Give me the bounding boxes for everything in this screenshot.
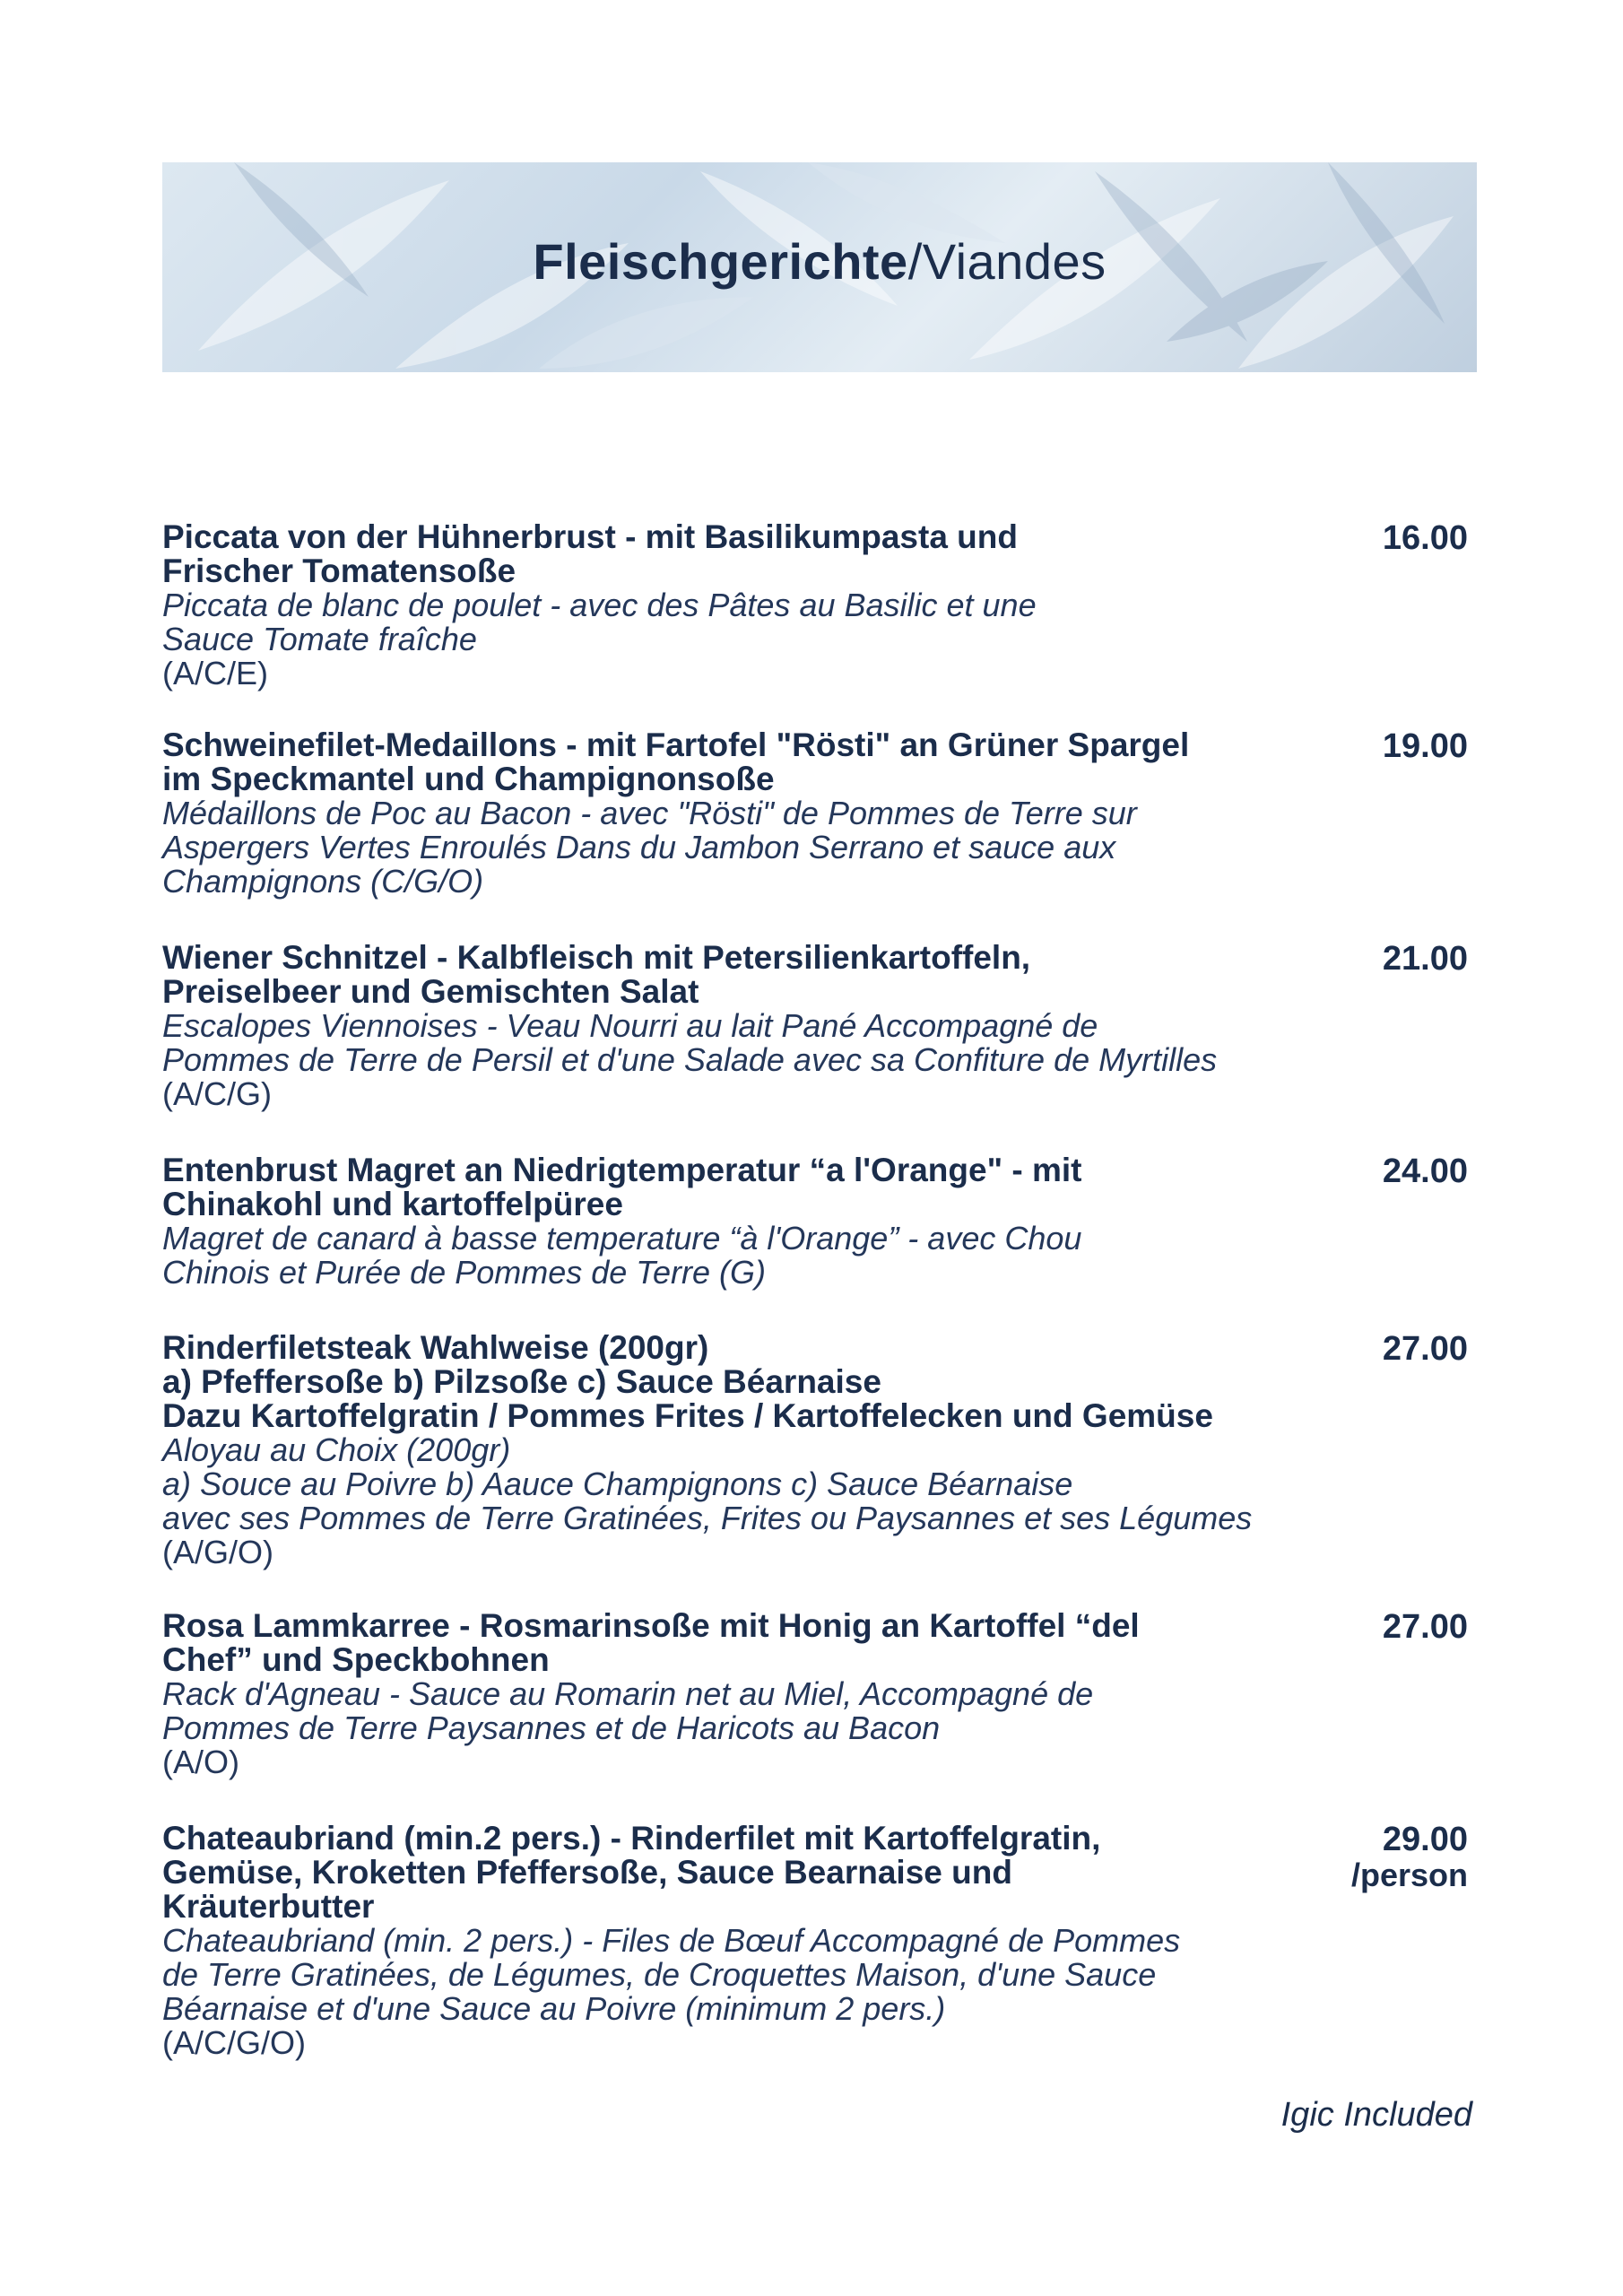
tax-note: Igic Included bbox=[1280, 2096, 1472, 2134]
menu-item-allergens: (A/C/G) bbox=[162, 1075, 272, 1112]
menu-item-name: Piccata von der Hühnerbrust - mit Basilikumpasta und Frischer Tomatensoße bbox=[162, 518, 1018, 589]
price-value: 29.00 bbox=[1382, 1821, 1468, 1858]
menu-item-description: Aloyau au Choix (200gr) a) Souce au Poivre b) Aauce Champignons c) Sauce Béarnaise avec ses Pommes de Terre Gratinées, Frites ou Paysannes et ses Légumes bbox=[162, 1431, 1253, 1536]
menu-item-name: Entenbrust Magret an Niedrigtemperatur “a l'Orange" - mit Chinakohl und kartoffelpüree bbox=[162, 1152, 1082, 1222]
menu-item-allergens: (A/O) bbox=[162, 1744, 239, 1780]
menu-item-price: 27.00 bbox=[1382, 1608, 1468, 1646]
title-french: Viandes bbox=[922, 233, 1107, 290]
price-unit: /person bbox=[1350, 1857, 1468, 1893]
menu-item-description: Escalopes Viennoises - Veau Nourri au lait Pané Accompagné de Pommes de Terre de Persil et d'une Salade avec sa Confiture de Myrtilles bbox=[162, 1007, 1218, 1078]
title-german: Fleischgerichte bbox=[533, 233, 908, 290]
section-header-banner bbox=[162, 162, 1477, 372]
menu-item-allergens: (A/C/E) bbox=[162, 655, 269, 691]
menu-item-price bbox=[1351, 1822, 1468, 1893]
menu-item-price: 24.00 bbox=[1382, 1152, 1468, 1190]
menu-item-price: 16.00 bbox=[1382, 519, 1468, 557]
menu-item-description: Piccata de blanc de poulet - avec des Pâtes au Basilic et une Sauce Tomate fraîche bbox=[162, 587, 1037, 657]
menu-item bbox=[162, 1609, 1477, 1779]
menu-item bbox=[162, 1331, 1477, 1570]
menu-item-name: Rosa Lammkarree - Rosmarinsoße mit Honig an Kartoffel “del Chef” und Speckbohnen bbox=[162, 1607, 1140, 1678]
menu-item-price: 21.00 bbox=[1382, 940, 1468, 978]
menu-item bbox=[162, 1822, 1477, 2060]
menu-item-description: Rack d'Agneau - Sauce au Romarin net au Miel, Accompagné de Pommes de Terre Paysannes et de Haricots au Bacon bbox=[162, 1675, 1094, 1746]
menu-item bbox=[162, 941, 1477, 1111]
menu-item bbox=[162, 728, 1477, 899]
menu-item-price: 27.00 bbox=[1382, 1330, 1468, 1368]
title-separator: / bbox=[907, 233, 923, 290]
menu-item-allergens: (A/C/G/O) bbox=[162, 2024, 306, 2061]
menu-item-allergens: (A/G/O) bbox=[162, 1534, 273, 1570]
menu-item-name: Wiener Schnitzel - Kalbfleisch mit Petersilienkartoffeln, Preiselbeer und Gemischten Salat bbox=[162, 939, 1031, 1010]
menu-item-description: Chateaubriand (min. 2 pers.) - Files de Bœuf Accompagné de Pommes de Terre Gratinées, de Légumes, de Croquettes Maison, d'une Sauce Béarnaise et d'une Sauce au Poivre (minimum 2 pers.) bbox=[162, 1922, 1181, 2027]
menu-item-description: Magret de canard à basse temperature “à l'Orange” - avec Chou Chinois et Purée de Pommes de Terre (G) bbox=[162, 1220, 1082, 1291]
menu-item-name: Rinderfiletsteak Wahlweise (200gr) a) Pfeffersoße b) Pilzsoße c) Sauce Béarnaise Dazu Kartoffelgratin / Pommes Frites / Kartoffelecken und Gemüse bbox=[162, 1329, 1213, 1434]
menu-item bbox=[162, 520, 1477, 691]
menu-item-price: 19.00 bbox=[1382, 727, 1468, 765]
menu-item-description: Médaillons de Poc au Bacon - avec "Rösti" de Pommes de Terre sur Aspergers Vertes Enroulés Dans du Jambon Serrano et sauce aux Champignons (C/G/O) bbox=[162, 795, 1137, 900]
page-title bbox=[162, 232, 1477, 291]
menu-item-name: Schweinefilet-Medaillons - mit Fartofel "Rösti" an Grüner Spargel im Speckmantel und Champignonsoße bbox=[162, 726, 1190, 797]
menu-item-name: Chateaubriand (min.2 pers.) - Rinderfilet mit Kartoffelgratin, Gemüse, Kroketten Pfeffersoße, Sauce Bearnaise und Kräuterbutter bbox=[162, 1820, 1101, 1925]
menu-item bbox=[162, 1153, 1477, 1290]
